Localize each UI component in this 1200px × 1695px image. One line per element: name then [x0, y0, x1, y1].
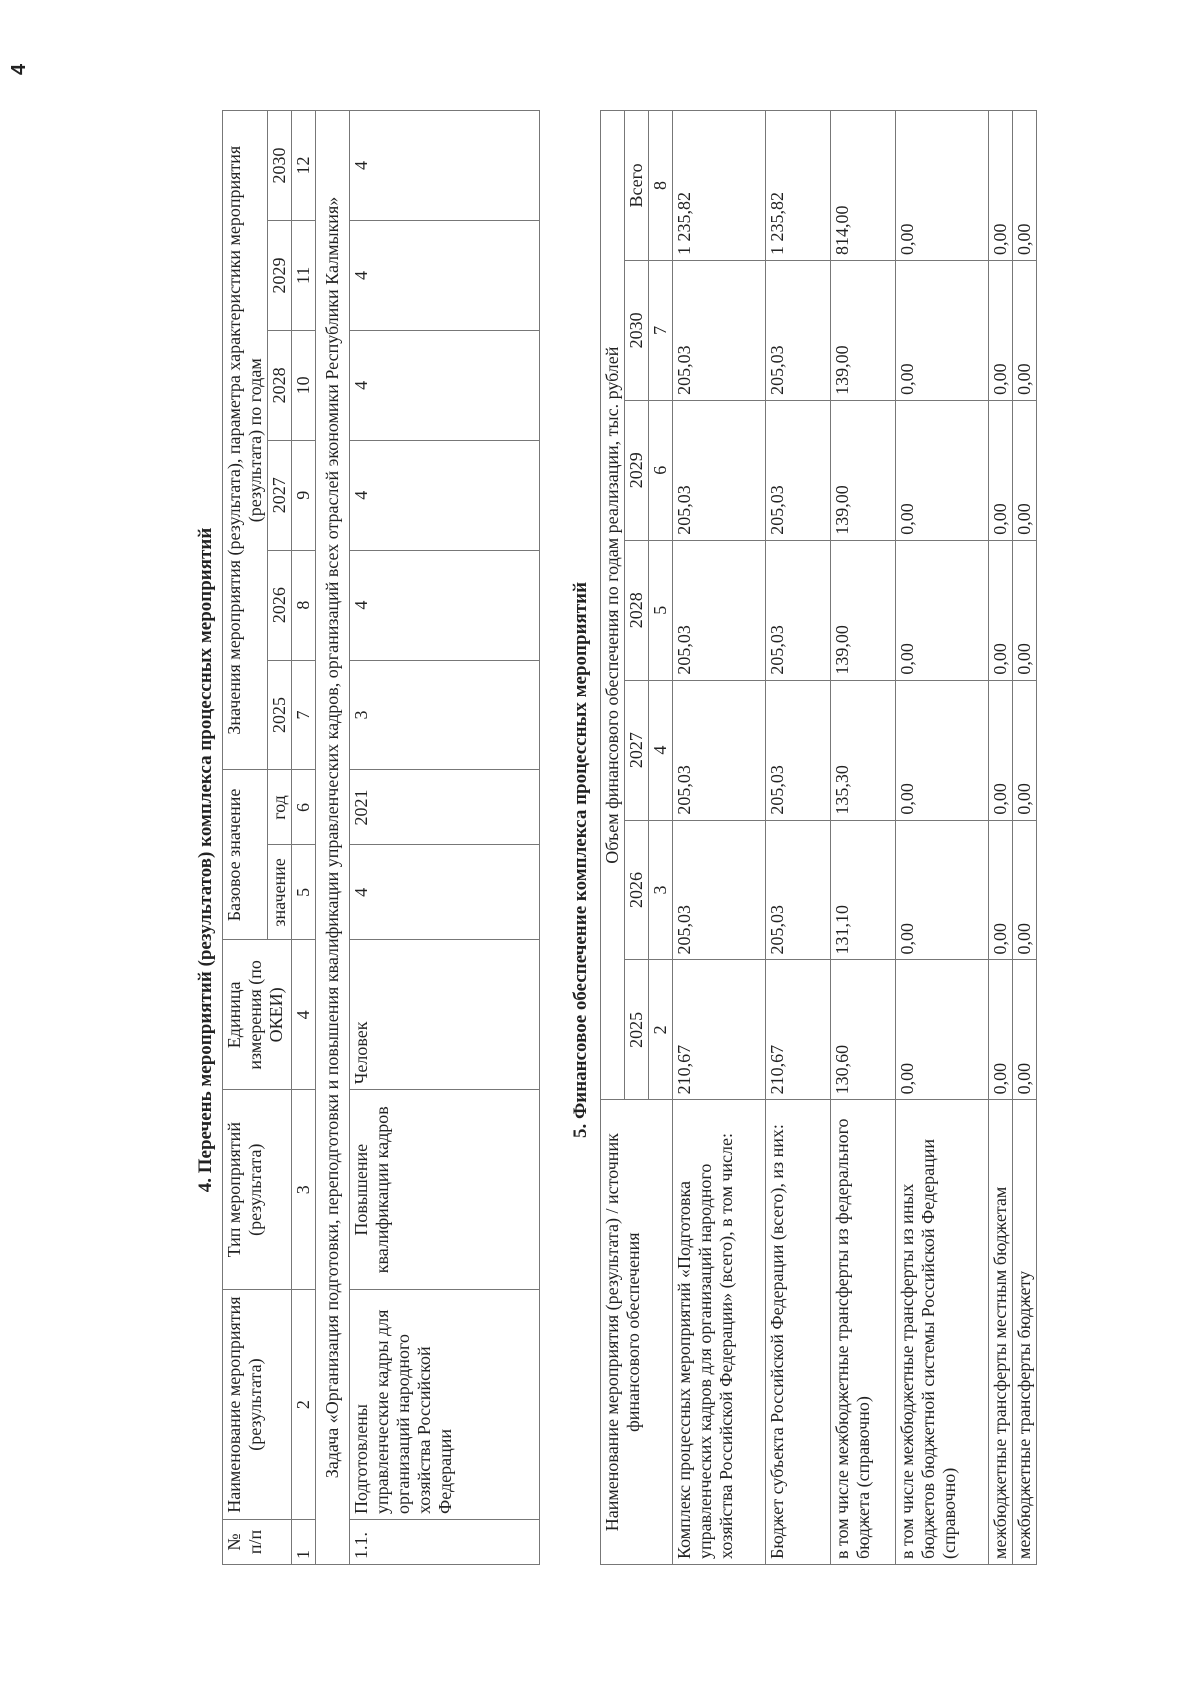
financing-total: 814,00 — [831, 111, 896, 261]
financing-value: 0,00 — [989, 960, 1013, 1100]
financing-total: 0,00 — [989, 111, 1013, 261]
column-number: 11 — [292, 221, 316, 331]
financing-source: межбюджетные трансферты бюджету — [1013, 1100, 1037, 1565]
column-number: 6 — [292, 770, 316, 845]
header-num: № п/п — [223, 1520, 292, 1565]
financing-value: 139,00 — [831, 540, 896, 680]
task-row — [316, 111, 350, 1565]
column-number: 8 — [649, 111, 673, 261]
financing-row — [766, 111, 831, 1565]
activity-base-value: 4 — [350, 845, 540, 940]
header-name: Наименование мероприятия (результата) — [223, 1290, 292, 1520]
header-base-value: значение — [268, 845, 292, 940]
activity-value: 4 — [350, 550, 540, 660]
activity-base-year: 2021 — [350, 770, 540, 845]
financing-total: 0,00 — [1013, 111, 1037, 261]
activity-value: 3 — [350, 660, 540, 770]
header-year: 2027 — [625, 680, 649, 820]
financing-value: 130,60 — [831, 960, 896, 1100]
financing-source: межбюджетные трансферты местным бюджетам — [989, 1100, 1013, 1565]
financing-row — [896, 111, 989, 1565]
financing-value: 0,00 — [1013, 680, 1037, 820]
column-number: 2 — [292, 1290, 316, 1520]
header-year: 2025 — [625, 960, 649, 1100]
financing-value: 0,00 — [896, 820, 989, 960]
financing-value: 0,00 — [896, 680, 989, 820]
financing-source: в том числе межбюджетные трансферты из иных бюджетов бюджетной системы Российской Федерации (справочно) — [896, 1100, 989, 1565]
financing-source: Бюджет субъекта Российской Федерации (всего), из них: — [766, 1100, 831, 1565]
financing-value: 0,00 — [1013, 540, 1037, 680]
header-total: Всего — [625, 111, 649, 261]
financing-value: 0,00 — [896, 960, 989, 1100]
financing-value: 205,03 — [673, 680, 766, 820]
financing-value: 0,00 — [1013, 400, 1037, 540]
column-number: 2 — [649, 960, 673, 1100]
financing-value: 205,03 — [673, 260, 766, 400]
column-number: 12 — [292, 111, 316, 221]
header-row — [601, 111, 625, 1565]
activity-type: Повышение квалификации кадров — [350, 1090, 540, 1290]
activities-table — [222, 110, 540, 1565]
financing-value: 205,03 — [673, 400, 766, 540]
column-number-row — [292, 111, 316, 1565]
financing-value: 131,10 — [831, 820, 896, 960]
financing-value: 0,00 — [989, 820, 1013, 960]
header-year: 2027 — [268, 440, 292, 550]
financing-value: 205,03 — [766, 820, 831, 960]
financing-value: 0,00 — [1013, 960, 1037, 1100]
financing-source: Комплекс процессных мероприятий «Подготовка управленческих кадров для организаций народного хозяйства Российской Федерации» (всего), в том числе: — [673, 1100, 766, 1565]
financing-value: 135,30 — [831, 680, 896, 820]
column-number: 5 — [292, 845, 316, 940]
financing-row — [1013, 111, 1037, 1565]
activity-num: 1.1. — [350, 1520, 540, 1565]
financing-value: 0,00 — [896, 260, 989, 400]
activity-row — [350, 111, 540, 1565]
activity-value: 4 — [350, 330, 540, 440]
section-4-title: 4. Перечень мероприятий (результатов) комплекса процессных мероприятий — [195, 527, 216, 1193]
header-year: 2029 — [625, 400, 649, 540]
page-number: 4 — [8, 63, 30, 75]
financing-value: 0,00 — [989, 680, 1013, 820]
section-5-title: 5. Финансовое обеспечение комплекса процессных мероприятий — [570, 581, 591, 1139]
activity-value: 4 — [350, 440, 540, 550]
financing-value: 210,67 — [766, 960, 831, 1100]
column-number: 1 — [292, 1520, 316, 1565]
activity-value: 4 — [350, 111, 540, 221]
header-base: Базовое значение — [223, 770, 268, 940]
financing-value: 0,00 — [1013, 820, 1037, 960]
column-number: 6 — [649, 400, 673, 540]
financing-row — [673, 111, 766, 1565]
column-number: 8 — [292, 550, 316, 660]
column-number: 9 — [292, 440, 316, 550]
header-year: 2026 — [268, 550, 292, 660]
financing-source: в том числе межбюджетные трансферты из федерального бюджета (справочно) — [831, 1100, 896, 1565]
header-year: 2030 — [268, 111, 292, 221]
column-number: 3 — [649, 820, 673, 960]
column-number: 10 — [292, 330, 316, 440]
financing-value: 205,03 — [673, 540, 766, 680]
column-number: 5 — [649, 540, 673, 680]
header-type: Тип мероприятий (результата) — [223, 1090, 292, 1290]
header-values: Значения мероприятия (результата), параметра характеристики мероприятия (результата) по годам — [223, 111, 268, 770]
financing-total: 0,00 — [896, 111, 989, 261]
column-number: 4 — [649, 680, 673, 820]
column-number: 4 — [292, 940, 316, 1090]
header-row — [223, 111, 268, 1565]
financing-value: 205,03 — [766, 260, 831, 400]
column-number: 3 — [292, 1090, 316, 1290]
financing-total: 1 235,82 — [766, 111, 831, 261]
financing-value: 139,00 — [831, 400, 896, 540]
column-number: 7 — [649, 260, 673, 400]
financing-table — [600, 110, 1037, 1565]
financing-row — [989, 111, 1013, 1565]
financing-value: 0,00 — [896, 540, 989, 680]
activity-unit: Человек — [350, 940, 540, 1090]
financing-value: 0,00 — [989, 260, 1013, 400]
header-name: Наименование мероприятия (результата) / источник финансового обеспечения — [601, 1100, 673, 1565]
header-year: 2028 — [268, 330, 292, 440]
financing-value: 205,03 — [766, 680, 831, 820]
header-year: 2028 — [625, 540, 649, 680]
activity-name: Подготовлены управленческие кадры для организаций народного хозяйства Российской Федерации — [350, 1290, 540, 1520]
financing-value: 0,00 — [989, 400, 1013, 540]
header-unit: Единица измерения (по ОКЕИ) — [223, 940, 292, 1090]
financing-value: 0,00 — [1013, 260, 1037, 400]
financing-value: 205,03 — [766, 400, 831, 540]
financing-value: 205,03 — [766, 540, 831, 680]
header-year: 2030 — [625, 260, 649, 400]
activity-value: 4 — [350, 221, 540, 331]
financing-value: 0,00 — [989, 540, 1013, 680]
financing-value: 210,67 — [673, 960, 766, 1100]
header-year: 2029 — [268, 221, 292, 331]
column-number: 7 — [292, 660, 316, 770]
financing-value: 139,00 — [831, 260, 896, 400]
financing-value: 0,00 — [896, 400, 989, 540]
header-volume: Объем финансового обеспечения по годам реализации, тыс. рублей — [601, 111, 625, 1100]
header-year: 2025 — [268, 660, 292, 770]
financing-value: 205,03 — [673, 820, 766, 960]
task-text: Задача «Организация подготовки, переподготовки и повышения квалификации управленческих кадров, организаций всех отраслей экономики Республики Калмыкия» — [316, 111, 350, 1565]
financing-row — [831, 111, 896, 1565]
header-base-year: год — [268, 770, 292, 845]
header-year: 2026 — [625, 820, 649, 960]
financing-total: 1 235,82 — [673, 111, 766, 261]
